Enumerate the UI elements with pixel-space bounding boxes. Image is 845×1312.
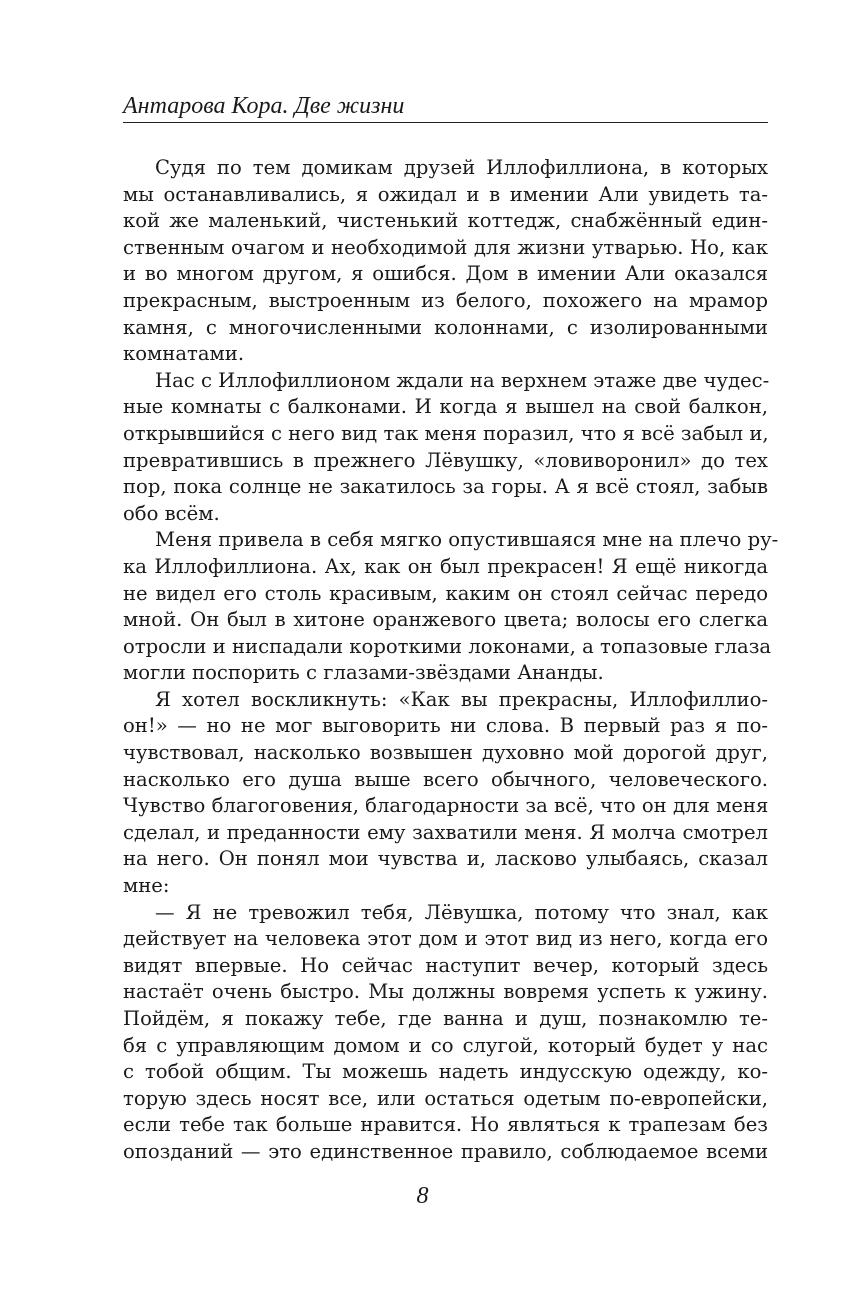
- text-line: ственным очагом и необходимой для жизни утварью. Но, как: [123, 235, 768, 259]
- text-line: камня, с многочисленными колоннами, с изолированными: [123, 315, 768, 339]
- text-line: мной. Он был в хитоне оранжевого цвета; волосы его слегка: [123, 608, 768, 632]
- running-title: Антарова Кора. Две жизни: [123, 93, 405, 119]
- header-rule: [123, 122, 768, 123]
- text-line: комнатами.: [123, 342, 245, 366]
- page-body: [123, 155, 779, 1166]
- text-line: настаёт очень быстро. Мы должны вовремя успеть к ужину.: [123, 980, 768, 1004]
- text-line: чувствовал, насколько возвышен духовно мой дорогой друг,: [123, 741, 768, 765]
- text-line: открывшийся с него вид так меня поразил, что я всё забыл и,: [123, 421, 769, 445]
- text-line: торую здесь носят все, или остаться одетым по-европейски,: [123, 1086, 768, 1110]
- text-line: на него. Он понял мои чувства и, ласково улыбаясь, сказал: [123, 847, 768, 871]
- text-line: Пойдём, я покажу тебе, где ванна и душ, познакомлю те-: [123, 1007, 768, 1030]
- text-line: Чувство благоговения, благодарности за всё, что он для меня: [123, 794, 769, 818]
- paragraph-1: [123, 155, 768, 368]
- text-line: могли поспорить с глазами-звёздами Ананды.: [123, 661, 604, 685]
- paragraph-5: [123, 900, 768, 1166]
- paragraph-3: [123, 527, 779, 687]
- text-line: Нас с Иллофиллионом ждали на верхнем этаже две чудес-: [155, 368, 770, 392]
- text-line: насколько его душа выше всего обычного, человеческого.: [123, 767, 768, 791]
- text-line: видят впервые. Но сейчас наступит вечер, который здесь: [123, 953, 768, 977]
- text-line: кой же маленький, чистенький коттедж, снабжённый един-: [123, 209, 768, 233]
- text-line: прекрасным, выстроенным из белого, похожего на мрамор: [123, 288, 768, 312]
- text-line: Я хотел воскликнуть: «Как вы прекрасны, Иллофиллио-: [155, 687, 768, 711]
- text-line: пор, пока солнце не закатилось за горы. А я всё стоял, забыв: [123, 475, 768, 499]
- text-line: он!» — но не мог выговорить ни слова. В первый раз я по-: [123, 714, 768, 738]
- paragraph-2: [123, 368, 768, 528]
- text-line: действует на человека этот дом и этот вид из него, когда его: [123, 927, 768, 951]
- text-line: опозданий — это единственное правило, соблюдаемое всеми: [123, 1139, 768, 1163]
- text-line: ка Иллофиллиона. Ах, как он был прекрасен! Я ещё никогда: [123, 554, 768, 578]
- page-number: 8: [416, 1183, 429, 1209]
- text-line: бя с управляющим домом и со слугой, который будет у нас: [123, 1033, 768, 1057]
- text-line: не видел его столь красивым, каким он стоял сейчас передо: [123, 581, 768, 605]
- text-line: Судя по тем домикам друзей Иллофиллиона, в которых: [155, 156, 768, 179]
- text-line: мы останавливались, я ожидал и в имении Али увидеть та-: [123, 182, 768, 206]
- text-line: — Я не тревожил тебя, Лёвушка, потому что знал, как: [155, 900, 768, 924]
- text-line: превратившись в прежнего Лёвушку, «ловиворонил» до тех: [123, 448, 768, 472]
- text-line: сделал, и преданности ему захватили меня. Я молча смотрел: [123, 820, 768, 844]
- text-line: обо всём.: [123, 501, 220, 525]
- paragraph-4: [123, 687, 768, 900]
- text-line: и во многом другом, я ошибся. Дом в имении Али оказался: [123, 262, 768, 286]
- text-line: мне:: [123, 874, 170, 898]
- text-line: с тобой общим. Ты можешь надеть индусскую одежду, ко-: [123, 1060, 768, 1084]
- text-line: ные комнаты с балконами. И когда я вышел на свой балкон,: [123, 395, 768, 419]
- text-line: отросли и ниспадали короткими локонами, а топазовые глаза: [123, 634, 772, 658]
- text-line: Меня привела в себя мягко опустившаяся мне на плечо ру-: [155, 528, 779, 552]
- text-line: если тебе так больше нравится. Но являться к трапезам без: [123, 1113, 768, 1137]
